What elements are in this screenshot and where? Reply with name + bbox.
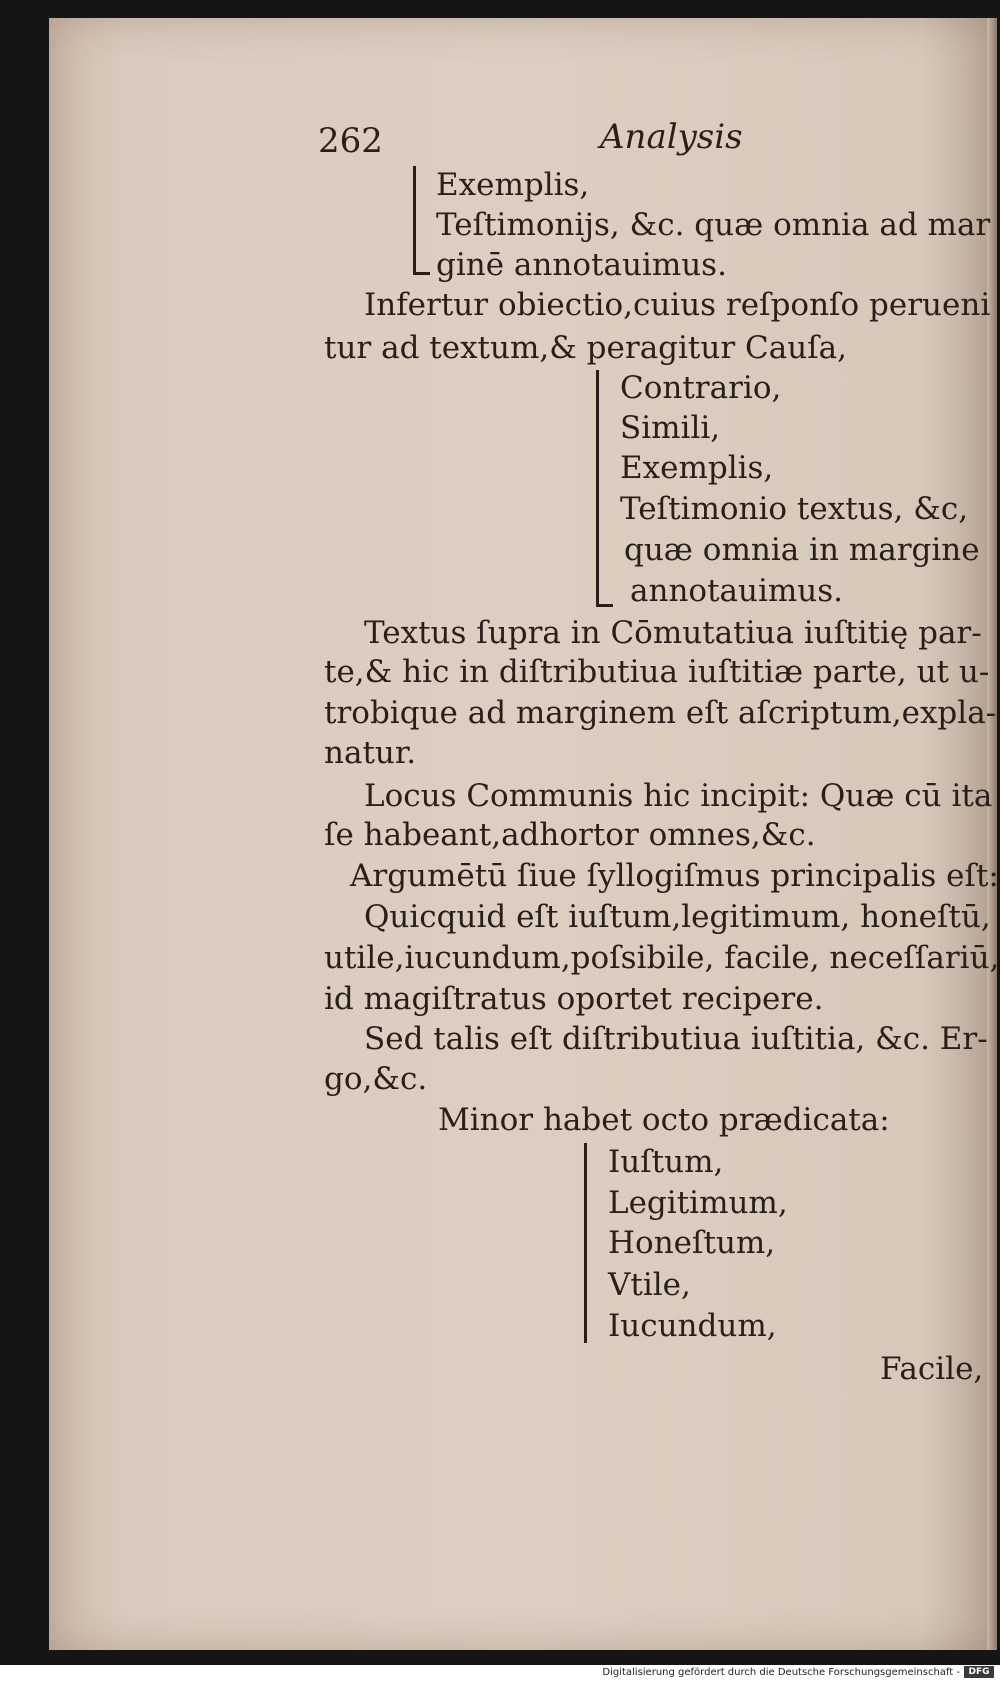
text-line: tur ad textum,& peragitur Cauſa, xyxy=(324,330,848,366)
text-line: Infertur obiectio,cuius reſponſo perueni xyxy=(364,287,991,323)
text-line: Quicquid eſt iuſtum,legitimum, honeſtū, xyxy=(364,899,991,935)
text-line: id magiſtratus oportet recipere. xyxy=(324,981,824,1017)
text-line: Sed talis eſt diſtributiua iuſtitia, &c. Er- xyxy=(364,1021,988,1057)
text-line: Legitimum, xyxy=(608,1185,788,1221)
footer-credit: Digitalisierung gefördert durch die Deutsche Forschungsgemeinschaft - xyxy=(602,1667,960,1678)
brace-1-end xyxy=(413,250,430,275)
page-number: 262 xyxy=(318,121,383,161)
dfg-logo: DFG xyxy=(964,1666,994,1678)
text-line: Iucundum, xyxy=(608,1308,777,1344)
text-line: Minor habet octo prædicata: xyxy=(438,1102,890,1138)
text-line: Argumētū ſiue ſyllogiſmus principalis eſt: xyxy=(350,858,999,894)
page-edge xyxy=(987,18,997,1650)
catchword: Facile, xyxy=(880,1351,984,1387)
text-line: Exemplis, xyxy=(620,450,774,486)
text-line: Teſtimonio textus, &c, xyxy=(620,491,969,527)
text-line: ginē annotauimus. xyxy=(436,247,727,283)
text-line: annotauimus. xyxy=(630,573,844,609)
text-line: quæ omnia in margine xyxy=(624,532,980,568)
brace-1 xyxy=(413,166,416,250)
brace-3 xyxy=(584,1143,587,1343)
running-head: Analysis xyxy=(600,117,743,157)
text-line: Honeſtum, xyxy=(608,1225,776,1261)
text-line: Vtile, xyxy=(608,1267,691,1303)
text-line: Iuſtum, xyxy=(608,1144,724,1180)
brace-2 xyxy=(596,370,599,580)
text-line: Textus ſupra in Cōmutatiua iuſtitię par- xyxy=(364,615,982,651)
text-line: Exemplis, xyxy=(436,167,590,203)
text-line: natur. xyxy=(324,735,417,771)
text-line: go,&c. xyxy=(324,1061,428,1097)
text-line: utile,iucundum,poſsibile, facile, neceſſariū, xyxy=(324,940,1000,976)
text-line: Teſtimonijs, &c. quæ omnia ad mar xyxy=(436,207,991,243)
text-line: ſe habeant,adhortor omnes,&c. xyxy=(324,817,816,853)
text-line: Contrario, xyxy=(620,370,782,406)
brace-2-end xyxy=(596,580,613,607)
text-line: Locus Communis hic incipit: Quæ cū ita xyxy=(364,778,993,814)
text-line: trobique ad marginem eſt aſcriptum,expla- xyxy=(324,695,997,731)
text-line: Simili, xyxy=(620,410,721,446)
text-line: te,& hic in diſtributiua iuſtitiæ parte, ut u- xyxy=(324,654,990,690)
